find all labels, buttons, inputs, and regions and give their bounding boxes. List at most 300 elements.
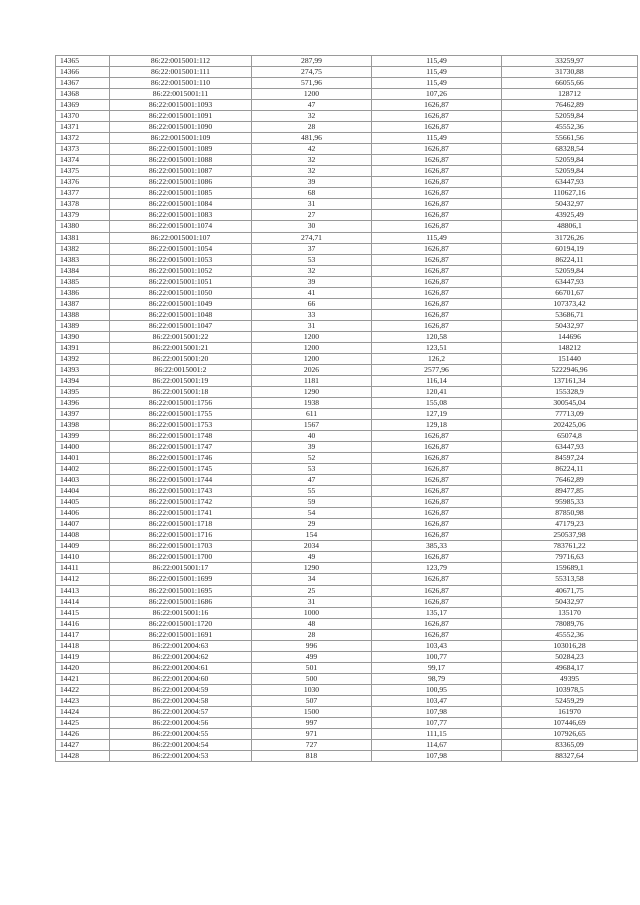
value-cell: 79716,63 xyxy=(502,552,638,563)
rate-cell: 1626,87 xyxy=(372,309,502,320)
area-cell: 66 xyxy=(252,298,372,309)
row-number-cell: 14420 xyxy=(56,662,110,673)
rate-cell: 115,49 xyxy=(372,56,502,67)
cadastral-number-cell: 86:22:0015001:21 xyxy=(110,342,252,353)
table-row xyxy=(56,695,638,706)
value-cell: 86224,11 xyxy=(502,254,638,265)
value-cell: 63447,93 xyxy=(502,276,638,287)
cadastral-number-cell: 86:22:0012004:54 xyxy=(110,739,252,750)
area-cell: 40 xyxy=(252,431,372,442)
table-row xyxy=(56,199,638,210)
row-number-cell: 14383 xyxy=(56,254,110,265)
value-cell: 45552,36 xyxy=(502,629,638,640)
row-number-cell: 14399 xyxy=(56,431,110,442)
value-cell: 250537,98 xyxy=(502,530,638,541)
rate-cell: 1626,87 xyxy=(372,453,502,464)
row-number-cell: 14416 xyxy=(56,618,110,629)
table-row xyxy=(56,607,638,618)
area-cell: 996 xyxy=(252,640,372,651)
area-cell: 274,75 xyxy=(252,67,372,78)
value-cell: 47179,23 xyxy=(502,519,638,530)
cadastral-number-cell: 86:22:0015001:109 xyxy=(110,133,252,144)
value-cell: 88327,64 xyxy=(502,750,638,761)
cadastral-number-cell: 86:22:0015001:107 xyxy=(110,232,252,243)
rate-cell: 115,49 xyxy=(372,67,502,78)
cadastral-number-cell: 86:22:0012004:53 xyxy=(110,750,252,761)
cadastral-number-cell: 86:22:0012004:56 xyxy=(110,717,252,728)
cadastral-number-cell: 86:22:0015001:1686 xyxy=(110,596,252,607)
row-number-cell: 14411 xyxy=(56,563,110,574)
rate-cell: 1626,87 xyxy=(372,166,502,177)
table-row xyxy=(56,254,638,265)
rate-cell: 1626,87 xyxy=(372,221,502,232)
area-cell: 33 xyxy=(252,309,372,320)
value-cell: 148212 xyxy=(502,342,638,353)
table-row xyxy=(56,188,638,199)
rate-cell: 1626,87 xyxy=(372,199,502,210)
value-cell: 107446,69 xyxy=(502,717,638,728)
rate-cell: 1626,87 xyxy=(372,155,502,166)
cadastral-number-cell: 86:22:0012004:55 xyxy=(110,728,252,739)
table-row xyxy=(56,750,638,761)
value-cell: 63447,93 xyxy=(502,177,638,188)
table-row xyxy=(56,409,638,420)
rate-cell: 107,77 xyxy=(372,717,502,728)
table-row xyxy=(56,574,638,585)
cadastral-number-cell: 86:22:0015001:1699 xyxy=(110,574,252,585)
table-row xyxy=(56,464,638,475)
value-cell: 49395 xyxy=(502,673,638,684)
area-cell: 31 xyxy=(252,199,372,210)
value-cell: 31730,88 xyxy=(502,67,638,78)
area-cell: 997 xyxy=(252,717,372,728)
table-row xyxy=(56,475,638,486)
area-cell: 42 xyxy=(252,144,372,155)
rate-cell: 1626,87 xyxy=(372,298,502,309)
table-row xyxy=(56,144,638,155)
rate-cell: 1626,87 xyxy=(372,320,502,331)
rate-cell: 103,43 xyxy=(372,640,502,651)
row-number-cell: 14404 xyxy=(56,486,110,497)
value-cell: 144696 xyxy=(502,331,638,342)
area-cell: 481,96 xyxy=(252,133,372,144)
rate-cell: 1626,87 xyxy=(372,276,502,287)
area-cell: 37 xyxy=(252,243,372,254)
cadastral-number-cell: 86:22:0015001:1700 xyxy=(110,552,252,563)
table-row xyxy=(56,232,638,243)
cadastral-number-cell: 86:22:0015001:1088 xyxy=(110,155,252,166)
value-cell: 83365,09 xyxy=(502,739,638,750)
rate-cell: 107,26 xyxy=(372,89,502,100)
rate-cell: 155,08 xyxy=(372,397,502,408)
table-row xyxy=(56,353,638,364)
area-cell: 1200 xyxy=(252,342,372,353)
table-row xyxy=(56,320,638,331)
value-cell: 76462,89 xyxy=(502,100,638,111)
rate-cell: 129,18 xyxy=(372,420,502,431)
rate-cell: 1626,87 xyxy=(372,144,502,155)
table-row xyxy=(56,673,638,684)
cadastral-number-cell: 86:22:0015001:1744 xyxy=(110,475,252,486)
cadastral-number-cell: 86:22:0015001:1086 xyxy=(110,177,252,188)
area-cell: 32 xyxy=(252,166,372,177)
rate-cell: 2577,96 xyxy=(372,364,502,375)
row-number-cell: 14425 xyxy=(56,717,110,728)
cadastral-number-cell: 86:22:0015001:1703 xyxy=(110,541,252,552)
area-cell: 274,71 xyxy=(252,232,372,243)
row-number-cell: 14423 xyxy=(56,695,110,706)
cadastral-number-cell: 86:22:0015001:18 xyxy=(110,386,252,397)
rate-cell: 135,17 xyxy=(372,607,502,618)
rate-cell: 116,14 xyxy=(372,375,502,386)
rate-cell: 1626,87 xyxy=(372,629,502,640)
row-number-cell: 14368 xyxy=(56,89,110,100)
value-cell: 155328,9 xyxy=(502,386,638,397)
rate-cell: 1626,87 xyxy=(372,508,502,519)
value-cell: 33259,97 xyxy=(502,56,638,67)
cadastral-number-cell: 86:22:0012004:60 xyxy=(110,673,252,684)
value-cell: 65074,8 xyxy=(502,431,638,442)
row-number-cell: 14394 xyxy=(56,375,110,386)
row-number-cell: 14415 xyxy=(56,607,110,618)
table-row xyxy=(56,133,638,144)
rate-cell: 1626,87 xyxy=(372,486,502,497)
cadastral-number-cell: 86:22:0012004:57 xyxy=(110,706,252,717)
row-number-cell: 14375 xyxy=(56,166,110,177)
area-cell: 2026 xyxy=(252,364,372,375)
row-number-cell: 14397 xyxy=(56,409,110,420)
table-row xyxy=(56,67,638,78)
value-cell: 52059,84 xyxy=(502,265,638,276)
value-cell: 40671,75 xyxy=(502,585,638,596)
cadastral-number-cell: 86:22:0015001:1747 xyxy=(110,442,252,453)
row-number-cell: 14367 xyxy=(56,78,110,89)
table-row xyxy=(56,486,638,497)
cadastral-number-cell: 86:22:0015001:20 xyxy=(110,353,252,364)
rate-cell: 120,41 xyxy=(372,386,502,397)
rate-cell: 1626,87 xyxy=(372,574,502,585)
rate-cell: 1626,87 xyxy=(372,111,502,122)
row-number-cell: 14372 xyxy=(56,133,110,144)
cadastral-number-cell: 86:22:0015001:1052 xyxy=(110,265,252,276)
table-row xyxy=(56,287,638,298)
table-row xyxy=(56,111,638,122)
cadastral-number-cell: 86:22:0015001:17 xyxy=(110,563,252,574)
area-cell: 39 xyxy=(252,177,372,188)
rate-cell: 1626,87 xyxy=(372,552,502,563)
rate-cell: 1626,87 xyxy=(372,431,502,442)
cadastral-number-cell: 86:22:0015001:1718 xyxy=(110,519,252,530)
value-cell: 77713,09 xyxy=(502,409,638,420)
value-cell: 48806,1 xyxy=(502,221,638,232)
row-number-cell: 14408 xyxy=(56,530,110,541)
table-row xyxy=(56,563,638,574)
area-cell: 31 xyxy=(252,596,372,607)
cadastral-number-cell: 86:22:0015001:1743 xyxy=(110,486,252,497)
table-row xyxy=(56,177,638,188)
row-number-cell: 14388 xyxy=(56,309,110,320)
table-row xyxy=(56,420,638,431)
cadastral-number-cell: 86:22:0015001:1756 xyxy=(110,397,252,408)
row-number-cell: 14407 xyxy=(56,519,110,530)
rate-cell: 1626,87 xyxy=(372,475,502,486)
row-number-cell: 14390 xyxy=(56,331,110,342)
row-number-cell: 14426 xyxy=(56,728,110,739)
area-cell: 47 xyxy=(252,475,372,486)
table-row xyxy=(56,662,638,673)
cadastral-number-cell: 86:22:0015001:1742 xyxy=(110,497,252,508)
area-cell: 49 xyxy=(252,552,372,563)
area-cell: 53 xyxy=(252,464,372,475)
value-cell: 84597,24 xyxy=(502,453,638,464)
value-cell: 52059,84 xyxy=(502,111,638,122)
value-cell: 43925,49 xyxy=(502,210,638,221)
row-number-cell: 14406 xyxy=(56,508,110,519)
table-row xyxy=(56,508,638,519)
rate-cell: 1626,87 xyxy=(372,618,502,629)
table-row xyxy=(56,331,638,342)
cadastral-number-cell: 86:22:0015001:16 xyxy=(110,607,252,618)
table-row xyxy=(56,519,638,530)
area-cell: 818 xyxy=(252,750,372,761)
table-row xyxy=(56,56,638,67)
row-number-cell: 14385 xyxy=(56,276,110,287)
area-cell: 500 xyxy=(252,673,372,684)
row-number-cell: 14377 xyxy=(56,188,110,199)
cadastral-number-cell: 86:22:0015001:1047 xyxy=(110,320,252,331)
rate-cell: 120,58 xyxy=(372,331,502,342)
area-cell: 1290 xyxy=(252,563,372,574)
value-cell: 107373,42 xyxy=(502,298,638,309)
row-number-cell: 14414 xyxy=(56,596,110,607)
value-cell: 89477,85 xyxy=(502,486,638,497)
cadastral-number-cell: 86:22:0015001:1087 xyxy=(110,166,252,177)
row-number-cell: 14428 xyxy=(56,750,110,761)
cadastral-number-cell: 86:22:0015001:2 xyxy=(110,364,252,375)
row-number-cell: 14398 xyxy=(56,420,110,431)
area-cell: 47 xyxy=(252,100,372,111)
rate-cell: 115,49 xyxy=(372,78,502,89)
table-row xyxy=(56,453,638,464)
rate-cell: 111,15 xyxy=(372,728,502,739)
table-row xyxy=(56,89,638,100)
rate-cell: 1626,87 xyxy=(372,100,502,111)
row-number-cell: 14400 xyxy=(56,442,110,453)
area-cell: 507 xyxy=(252,695,372,706)
table-row xyxy=(56,530,638,541)
value-cell: 300545,04 xyxy=(502,397,638,408)
cadastral-number-cell: 86:22:0015001:1090 xyxy=(110,122,252,133)
value-cell: 55313,58 xyxy=(502,574,638,585)
area-cell: 27 xyxy=(252,210,372,221)
cadastral-number-cell: 86:22:0015001:1083 xyxy=(110,210,252,221)
value-cell: 45552,36 xyxy=(502,122,638,133)
table-row xyxy=(56,717,638,728)
area-cell: 32 xyxy=(252,265,372,276)
value-cell: 86224,11 xyxy=(502,464,638,475)
row-number-cell: 14366 xyxy=(56,67,110,78)
row-number-cell: 14393 xyxy=(56,364,110,375)
cadastral-number-cell: 86:22:0015001:1054 xyxy=(110,243,252,254)
area-cell: 1938 xyxy=(252,397,372,408)
table-row xyxy=(56,541,638,552)
rate-cell: 100,95 xyxy=(372,684,502,695)
table-row xyxy=(56,596,638,607)
area-cell: 32 xyxy=(252,155,372,166)
value-cell: 76462,89 xyxy=(502,475,638,486)
value-cell: 161970 xyxy=(502,706,638,717)
cadastral-number-cell: 86:22:0015001:1089 xyxy=(110,144,252,155)
value-cell: 68328,54 xyxy=(502,144,638,155)
table-row xyxy=(56,651,638,662)
value-cell: 78089,76 xyxy=(502,618,638,629)
table-row xyxy=(56,585,638,596)
row-number-cell: 14402 xyxy=(56,464,110,475)
rate-cell: 1626,87 xyxy=(372,254,502,265)
row-number-cell: 14386 xyxy=(56,287,110,298)
area-cell: 41 xyxy=(252,287,372,298)
row-number-cell: 14371 xyxy=(56,122,110,133)
rate-cell: 123,79 xyxy=(372,563,502,574)
table-row xyxy=(56,78,638,89)
rate-cell: 114,67 xyxy=(372,739,502,750)
cadastral-number-cell: 86:22:0012004:61 xyxy=(110,662,252,673)
area-cell: 32 xyxy=(252,111,372,122)
rate-cell: 103,47 xyxy=(372,695,502,706)
cadastral-number-cell: 86:22:0015001:22 xyxy=(110,331,252,342)
value-cell: 135170 xyxy=(502,607,638,618)
cadastral-number-cell: 86:22:0015001:1691 xyxy=(110,629,252,640)
value-cell: 103016,28 xyxy=(502,640,638,651)
value-cell: 128712 xyxy=(502,89,638,100)
row-number-cell: 14424 xyxy=(56,706,110,717)
area-cell: 154 xyxy=(252,530,372,541)
row-number-cell: 14405 xyxy=(56,497,110,508)
row-number-cell: 14412 xyxy=(56,574,110,585)
cadastral-number-cell: 86:22:0012004:63 xyxy=(110,640,252,651)
value-cell: 110627,16 xyxy=(502,188,638,199)
value-cell: 103978,5 xyxy=(502,684,638,695)
rate-cell: 385,33 xyxy=(372,541,502,552)
cadastral-number-cell: 86:22:0015001:1745 xyxy=(110,464,252,475)
cadastral-number-cell: 86:22:0015001:1695 xyxy=(110,585,252,596)
area-cell: 53 xyxy=(252,254,372,265)
table-row xyxy=(56,442,638,453)
table-row xyxy=(56,375,638,386)
row-number-cell: 14380 xyxy=(56,221,110,232)
value-cell: 66701,67 xyxy=(502,287,638,298)
row-number-cell: 14403 xyxy=(56,475,110,486)
rate-cell: 127,19 xyxy=(372,409,502,420)
rate-cell: 1626,87 xyxy=(372,243,502,254)
row-number-cell: 14419 xyxy=(56,651,110,662)
area-cell: 1290 xyxy=(252,386,372,397)
rate-cell: 1626,87 xyxy=(372,585,502,596)
area-cell: 1181 xyxy=(252,375,372,386)
row-number-cell: 14381 xyxy=(56,232,110,243)
rate-cell: 1626,87 xyxy=(372,442,502,453)
table-row xyxy=(56,122,638,133)
data-table xyxy=(55,55,638,762)
row-number-cell: 14417 xyxy=(56,629,110,640)
row-number-cell: 14373 xyxy=(56,144,110,155)
cadastral-number-cell: 86:22:0012004:58 xyxy=(110,695,252,706)
row-number-cell: 14409 xyxy=(56,541,110,552)
cadastral-number-cell: 86:22:0015001:1748 xyxy=(110,431,252,442)
row-number-cell: 14413 xyxy=(56,585,110,596)
value-cell: 50432,97 xyxy=(502,199,638,210)
rate-cell: 1626,87 xyxy=(372,464,502,475)
rate-cell: 1626,87 xyxy=(372,122,502,133)
row-number-cell: 14382 xyxy=(56,243,110,254)
cadastral-number-cell: 86:22:0015001:1050 xyxy=(110,287,252,298)
table-row xyxy=(56,640,638,651)
rate-cell: 1626,87 xyxy=(372,210,502,221)
cadastral-number-cell: 86:22:0015001:19 xyxy=(110,375,252,386)
table-row xyxy=(56,210,638,221)
rate-cell: 1626,87 xyxy=(372,497,502,508)
cadastral-number-cell: 86:22:0015001:1053 xyxy=(110,254,252,265)
rate-cell: 1626,87 xyxy=(372,177,502,188)
cadastral-number-cell: 86:22:0015001:1741 xyxy=(110,508,252,519)
cadastral-number-cell: 86:22:0015001:1720 xyxy=(110,618,252,629)
area-cell: 52 xyxy=(252,453,372,464)
rate-cell: 107,98 xyxy=(372,750,502,761)
area-cell: 1200 xyxy=(252,331,372,342)
row-number-cell: 14391 xyxy=(56,342,110,353)
table-row xyxy=(56,497,638,508)
value-cell: 52059,84 xyxy=(502,166,638,177)
area-cell: 287,99 xyxy=(252,56,372,67)
area-cell: 28 xyxy=(252,629,372,640)
row-number-cell: 14395 xyxy=(56,386,110,397)
area-cell: 54 xyxy=(252,508,372,519)
table-row xyxy=(56,552,638,563)
table-row xyxy=(56,265,638,276)
cadastral-number-cell: 86:22:0015001:1755 xyxy=(110,409,252,420)
row-number-cell: 14378 xyxy=(56,199,110,210)
cadastral-number-cell: 86:22:0015001:1091 xyxy=(110,111,252,122)
row-number-cell: 14410 xyxy=(56,552,110,563)
value-cell: 151440 xyxy=(502,353,638,364)
row-number-cell: 14374 xyxy=(56,155,110,166)
area-cell: 1500 xyxy=(252,706,372,717)
area-cell: 39 xyxy=(252,276,372,287)
area-cell: 499 xyxy=(252,651,372,662)
value-cell: 50432,97 xyxy=(502,320,638,331)
row-number-cell: 14401 xyxy=(56,453,110,464)
row-number-cell: 14384 xyxy=(56,265,110,276)
row-number-cell: 14387 xyxy=(56,298,110,309)
table-row xyxy=(56,364,638,375)
cadastral-number-cell: 86:22:0015001:11 xyxy=(110,89,252,100)
table-row xyxy=(56,739,638,750)
area-cell: 571,96 xyxy=(252,78,372,89)
cadastral-number-cell: 86:22:0015001:1048 xyxy=(110,309,252,320)
cadastral-number-cell: 86:22:0015001:110 xyxy=(110,78,252,89)
area-cell: 1200 xyxy=(252,353,372,364)
cadastral-number-cell: 86:22:0015001:1074 xyxy=(110,221,252,232)
value-cell: 50432,97 xyxy=(502,596,638,607)
area-cell: 1200 xyxy=(252,89,372,100)
rate-cell: 99,17 xyxy=(372,662,502,673)
area-cell: 68 xyxy=(252,188,372,199)
value-cell: 95985,33 xyxy=(502,497,638,508)
area-cell: 39 xyxy=(252,442,372,453)
area-cell: 29 xyxy=(252,519,372,530)
table-row xyxy=(56,706,638,717)
table-row xyxy=(56,397,638,408)
